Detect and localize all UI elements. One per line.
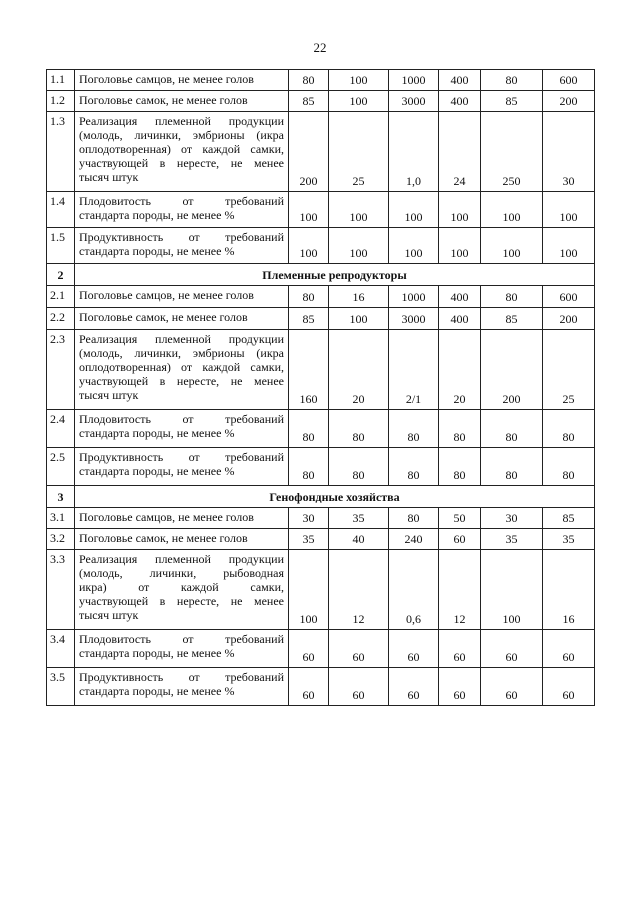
indicator-label-line: Плодовитость от требований xyxy=(79,632,284,646)
value-cell: 80 xyxy=(389,508,439,529)
table-row xyxy=(47,192,595,228)
indicator-label xyxy=(75,529,289,550)
value-cell: 80 xyxy=(389,448,439,486)
indicator-label-line: (молодь, личинки, эмбрионы (икра xyxy=(79,128,284,142)
value-cell: 100 xyxy=(481,228,543,264)
row-number: 2.4 xyxy=(47,410,75,448)
value-cell: 600 xyxy=(543,286,595,308)
value-cell: 2/1 xyxy=(389,330,439,410)
value-cell: 60 xyxy=(481,668,543,706)
value-cell: 3000 xyxy=(389,308,439,330)
indicator-label-line: Продуктивность от требований xyxy=(79,450,284,464)
indicator-label xyxy=(75,410,289,448)
indicator-label xyxy=(75,668,289,706)
value-cell: 80 xyxy=(543,410,595,448)
value-cell: 100 xyxy=(543,228,595,264)
indicator-label xyxy=(75,508,289,529)
value-cell: 80 xyxy=(481,410,543,448)
indicator-label-line: участвующей в нересте, не менее xyxy=(79,594,284,608)
table-row xyxy=(47,550,595,630)
value-cell: 100 xyxy=(439,192,481,228)
row-number: 3.2 xyxy=(47,529,75,550)
indicator-label-line: стандарта породы, не менее % xyxy=(79,464,235,478)
value-cell: 30 xyxy=(289,508,329,529)
indicator-label xyxy=(75,228,289,264)
value-cell: 60 xyxy=(289,630,329,668)
row-number: 2.2 xyxy=(47,308,75,330)
row-number: 2.1 xyxy=(47,286,75,308)
value-cell: 240 xyxy=(389,529,439,550)
value-cell: 160 xyxy=(289,330,329,410)
value-cell: 100 xyxy=(289,550,329,630)
value-cell: 12 xyxy=(329,550,389,630)
value-cell: 25 xyxy=(543,330,595,410)
value-cell: 60 xyxy=(389,630,439,668)
indicator-label-line: Плодовитость от требований xyxy=(79,194,284,208)
indicator-label xyxy=(75,550,289,630)
indicator-label xyxy=(75,192,289,228)
value-cell: 80 xyxy=(481,286,543,308)
breeding-standards-table xyxy=(46,69,595,706)
indicator-label xyxy=(75,308,289,330)
value-cell: 50 xyxy=(439,508,481,529)
value-cell: 85 xyxy=(289,91,329,112)
row-number: 1.4 xyxy=(47,192,75,228)
value-cell: 100 xyxy=(439,228,481,264)
indicator-label-line: Поголовье самок, не менее голов xyxy=(79,531,248,545)
value-cell: 24 xyxy=(439,112,481,192)
value-cell: 85 xyxy=(543,508,595,529)
value-cell: 100 xyxy=(389,228,439,264)
value-cell: 400 xyxy=(439,308,481,330)
page-number: 22 xyxy=(313,40,327,55)
value-cell: 60 xyxy=(439,668,481,706)
table-row xyxy=(47,70,595,91)
value-cell: 400 xyxy=(439,70,481,91)
value-cell: 1000 xyxy=(389,286,439,308)
row-number: 3.3 xyxy=(47,550,75,630)
value-cell: 100 xyxy=(329,308,389,330)
indicator-label-line: Поголовье самцов, не менее голов xyxy=(79,510,254,524)
indicator-label xyxy=(75,286,289,308)
indicator-label-line: тысяч штук xyxy=(79,388,139,402)
value-cell: 60 xyxy=(389,668,439,706)
value-cell: 60 xyxy=(439,630,481,668)
value-cell: 60 xyxy=(329,630,389,668)
value-cell: 60 xyxy=(439,529,481,550)
value-cell: 30 xyxy=(543,112,595,192)
value-cell: 60 xyxy=(329,668,389,706)
value-cell: 200 xyxy=(289,112,329,192)
value-cell: 400 xyxy=(439,286,481,308)
value-cell: 80 xyxy=(439,410,481,448)
indicator-label-line: Продуктивность от требований xyxy=(79,670,284,684)
row-number: 2.5 xyxy=(47,448,75,486)
indicator-label-line: тысяч штук xyxy=(79,608,139,622)
indicator-label-line: стандарта породы, не менее % xyxy=(79,426,235,440)
table-row xyxy=(47,410,595,448)
indicator-label-line: стандарта породы, не менее % xyxy=(79,244,235,258)
table-row xyxy=(47,91,595,112)
value-cell: 85 xyxy=(481,308,543,330)
row-number: 2 xyxy=(47,264,75,286)
section-title: Генофондные хозяйства xyxy=(75,486,595,508)
value-cell: 60 xyxy=(289,668,329,706)
indicator-label-line: тысяч штук xyxy=(79,170,139,184)
value-cell: 100 xyxy=(289,228,329,264)
indicator-label-line: икра) от каждой самки, xyxy=(79,580,284,594)
row-number: 2.3 xyxy=(47,330,75,410)
value-cell: 80 xyxy=(543,448,595,486)
table-row xyxy=(47,448,595,486)
value-cell: 35 xyxy=(481,529,543,550)
value-cell: 80 xyxy=(289,448,329,486)
value-cell: 200 xyxy=(481,330,543,410)
indicator-label-line: Плодовитость от требований xyxy=(79,412,284,426)
value-cell: 400 xyxy=(439,91,481,112)
indicator-label xyxy=(75,91,289,112)
indicator-label-line: участвующей в нересте, не менее xyxy=(79,374,284,388)
indicator-label-line: Реализация племенной продукции xyxy=(79,114,284,128)
indicator-label-line: Поголовье самцов, не менее голов xyxy=(79,288,254,302)
value-cell: 100 xyxy=(329,192,389,228)
indicator-label-line: участвующей в нересте, не менее xyxy=(79,156,284,170)
indicator-label xyxy=(75,448,289,486)
indicator-label-line: (молодь, личинки, эмбрионы (икра xyxy=(79,346,284,360)
indicator-label-line: Реализация племенной продукции xyxy=(79,332,284,346)
row-number: 3.4 xyxy=(47,630,75,668)
value-cell: 60 xyxy=(481,630,543,668)
value-cell: 80 xyxy=(289,70,329,91)
table-row xyxy=(47,286,595,308)
indicator-label-line: стандарта породы, не менее % xyxy=(79,208,235,222)
indicator-label-line: (молодь, личинки, рыбоводная xyxy=(79,566,284,580)
indicator-label-line: Реализация племенной продукции xyxy=(79,552,284,566)
value-cell: 35 xyxy=(543,529,595,550)
row-number: 3.5 xyxy=(47,668,75,706)
row-number: 1.1 xyxy=(47,70,75,91)
value-cell: 85 xyxy=(289,308,329,330)
value-cell: 100 xyxy=(329,228,389,264)
value-cell: 100 xyxy=(329,70,389,91)
row-number: 1.5 xyxy=(47,228,75,264)
value-cell: 100 xyxy=(543,192,595,228)
table-row xyxy=(47,529,595,550)
value-cell: 100 xyxy=(481,550,543,630)
row-number: 1.2 xyxy=(47,91,75,112)
value-cell: 80 xyxy=(439,448,481,486)
value-cell: 80 xyxy=(329,410,389,448)
value-cell: 250 xyxy=(481,112,543,192)
value-cell: 85 xyxy=(481,91,543,112)
value-cell: 1,0 xyxy=(389,112,439,192)
indicator-label-line: оплодотворенная) от каждой самки, xyxy=(79,142,284,156)
indicator-label-line: Поголовье самцов, не менее голов xyxy=(79,72,254,86)
row-number: 3 xyxy=(47,486,75,508)
value-cell: 200 xyxy=(543,308,595,330)
table-body xyxy=(47,70,595,706)
table-row xyxy=(47,508,595,529)
indicator-label xyxy=(75,630,289,668)
value-cell: 100 xyxy=(481,192,543,228)
value-cell: 80 xyxy=(481,448,543,486)
value-cell: 3000 xyxy=(389,91,439,112)
value-cell: 60 xyxy=(543,630,595,668)
row-number: 1.3 xyxy=(47,112,75,192)
value-cell: 40 xyxy=(329,529,389,550)
value-cell: 30 xyxy=(481,508,543,529)
indicator-label-line: стандарта породы, не менее % xyxy=(79,646,235,660)
value-cell: 0,6 xyxy=(389,550,439,630)
value-cell: 25 xyxy=(329,112,389,192)
value-cell: 100 xyxy=(389,192,439,228)
indicator-label xyxy=(75,70,289,91)
value-cell: 20 xyxy=(439,330,481,410)
value-cell: 100 xyxy=(329,91,389,112)
value-cell: 35 xyxy=(329,508,389,529)
value-cell: 1000 xyxy=(389,70,439,91)
indicator-label-line: Продуктивность от требований xyxy=(79,230,284,244)
indicator-label xyxy=(75,330,289,410)
value-cell: 80 xyxy=(389,410,439,448)
table-row xyxy=(47,630,595,668)
value-cell: 16 xyxy=(543,550,595,630)
value-cell: 80 xyxy=(481,70,543,91)
table-row xyxy=(47,228,595,264)
indicator-label-line: стандарта породы, не менее % xyxy=(79,684,235,698)
table-row xyxy=(47,668,595,706)
value-cell: 100 xyxy=(289,192,329,228)
value-cell: 600 xyxy=(543,70,595,91)
section-title: Племенные репродукторы xyxy=(75,264,595,286)
value-cell: 200 xyxy=(543,91,595,112)
value-cell: 80 xyxy=(289,410,329,448)
value-cell: 12 xyxy=(439,550,481,630)
table-row xyxy=(47,308,595,330)
value-cell: 60 xyxy=(543,668,595,706)
table-row xyxy=(47,330,595,410)
value-cell: 35 xyxy=(289,529,329,550)
value-cell: 20 xyxy=(329,330,389,410)
table-row xyxy=(47,112,595,192)
indicator-label-line: оплодотворенная) от каждой самки, xyxy=(79,360,284,374)
indicator-label-line: Поголовье самок, не менее голов xyxy=(79,93,248,107)
indicator-label xyxy=(75,112,289,192)
value-cell: 80 xyxy=(289,286,329,308)
value-cell: 80 xyxy=(329,448,389,486)
row-number: 3.1 xyxy=(47,508,75,529)
indicator-label-line: Поголовье самок, не менее голов xyxy=(79,310,248,324)
value-cell: 16 xyxy=(329,286,389,308)
